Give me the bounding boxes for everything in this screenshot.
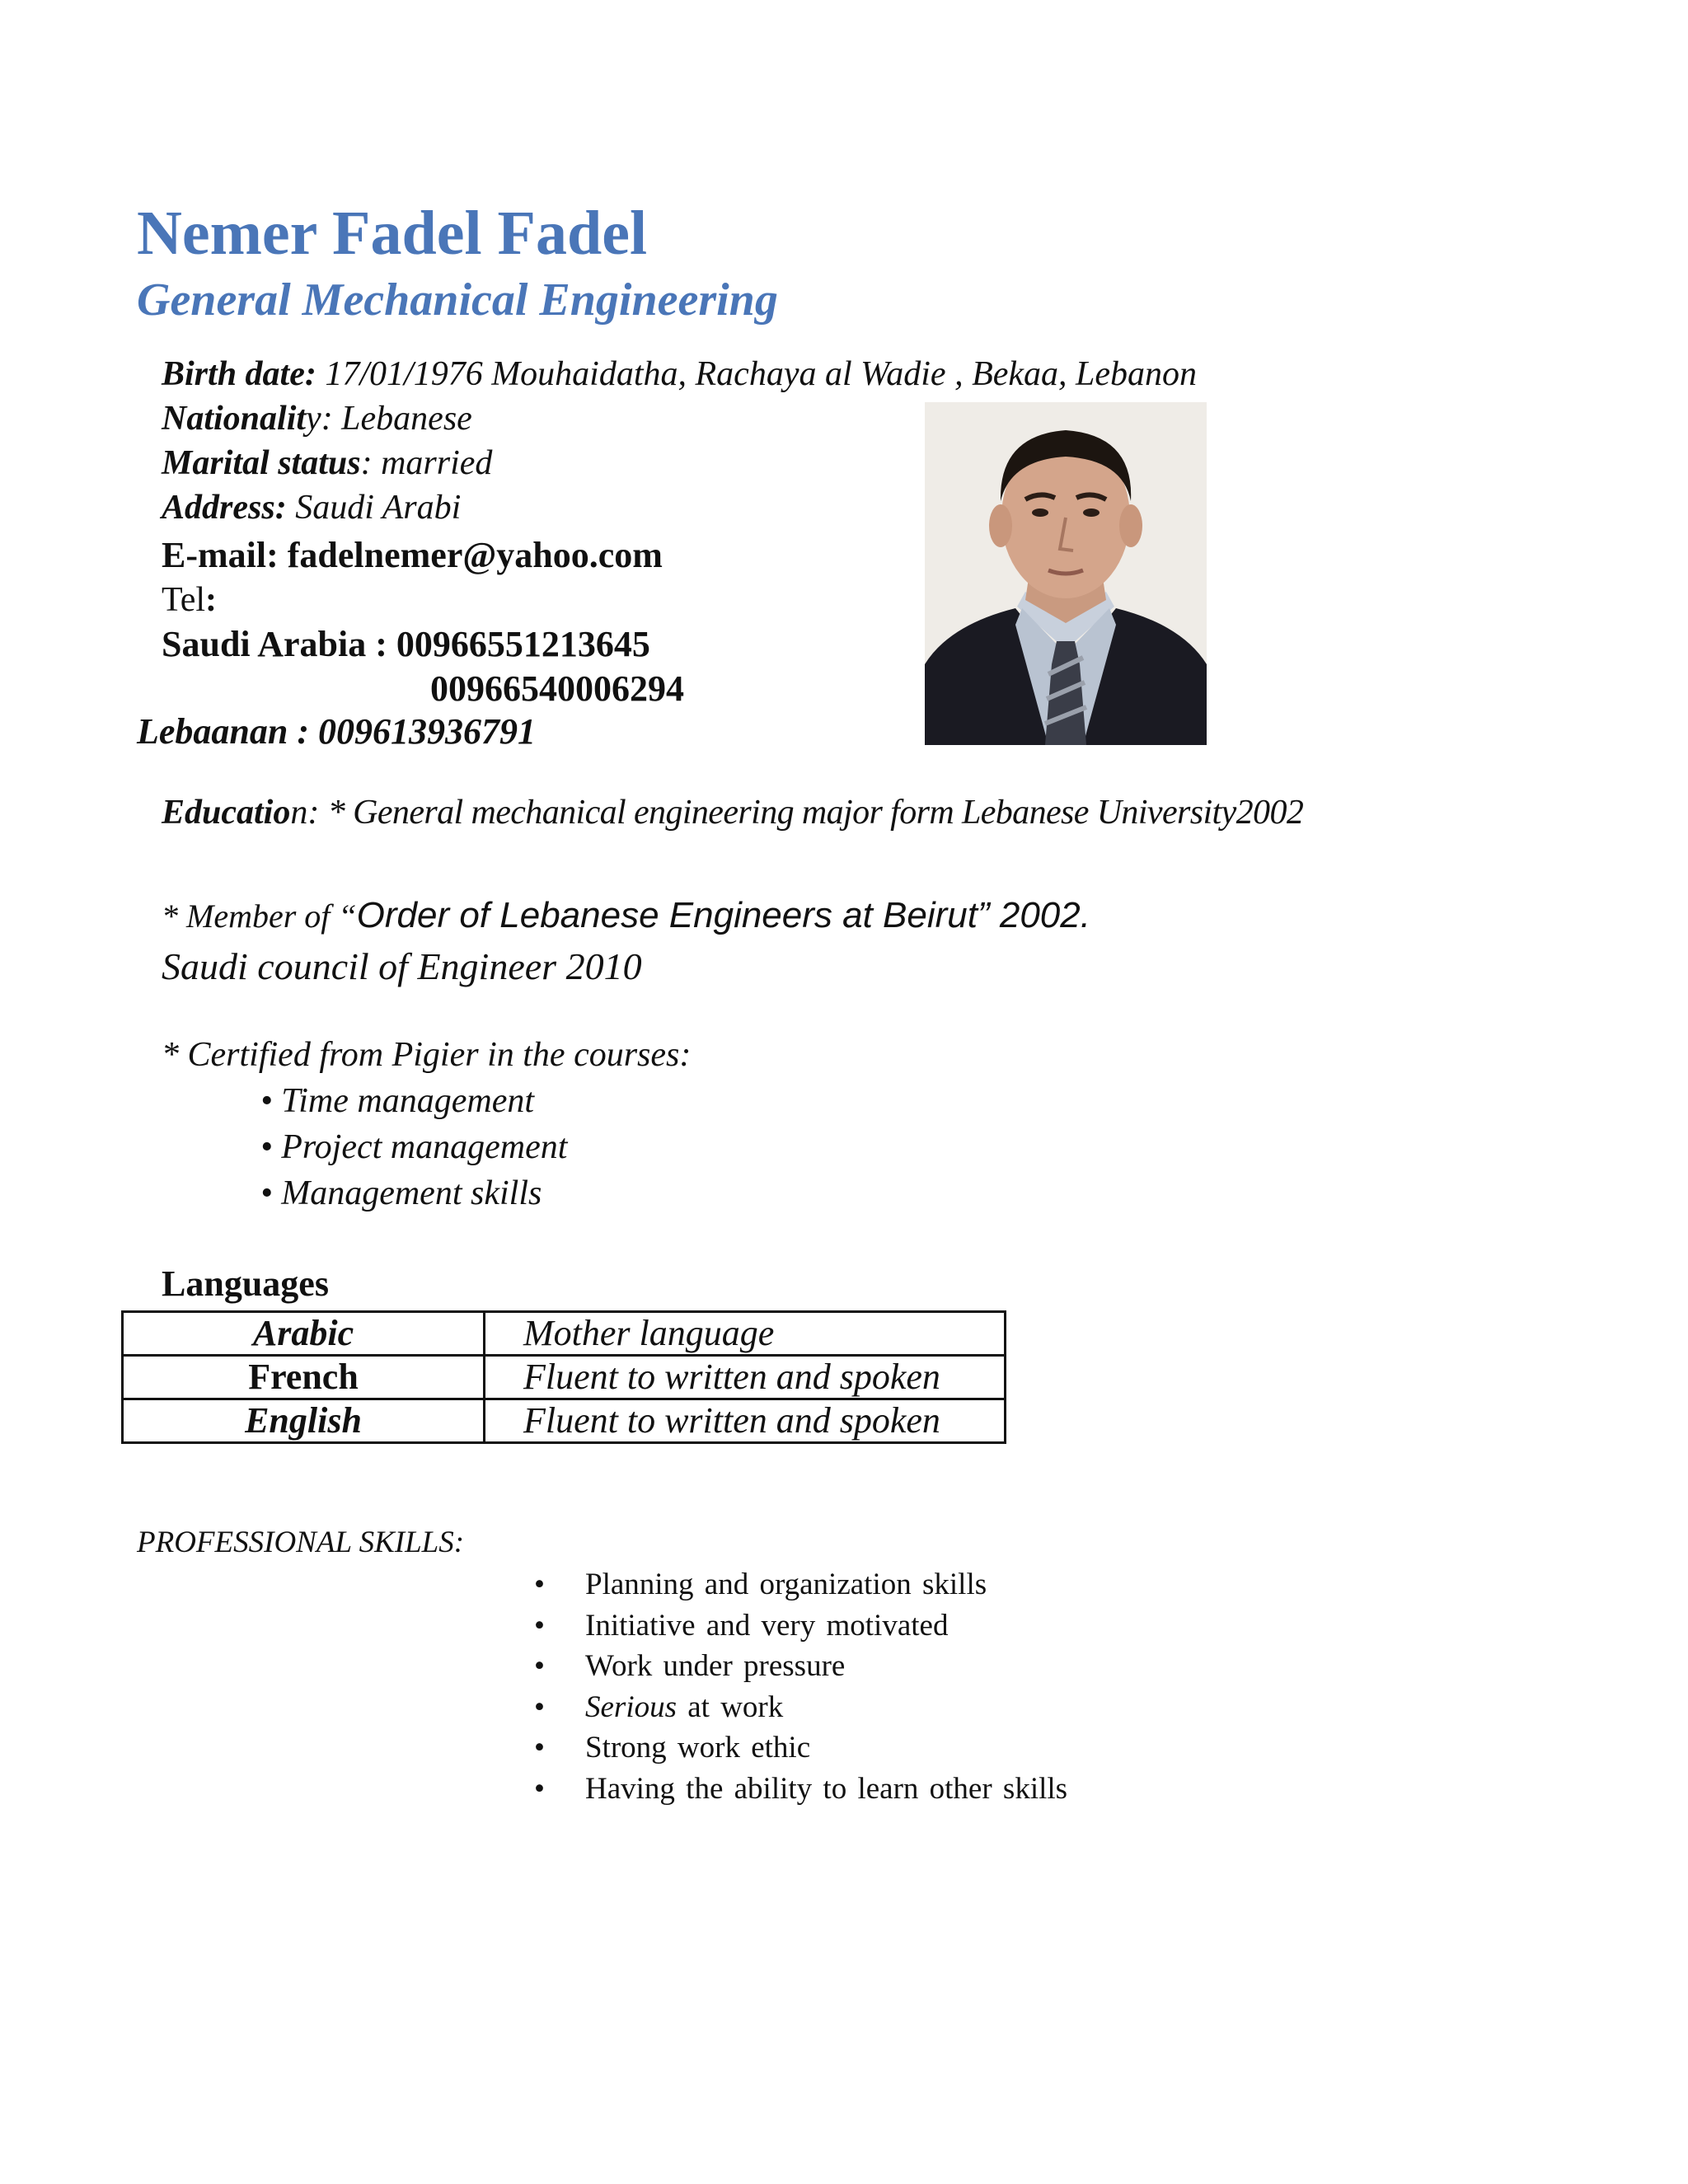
- address-value: Saudi Arabi: [286, 489, 462, 527]
- tel-line: [162, 580, 217, 620]
- tel-label: Tel: [162, 581, 206, 619]
- certified-line: * Certified from Pigier in the courses:: [162, 1036, 692, 1074]
- bullet-icon: •: [260, 1174, 273, 1212]
- marital-line: [162, 443, 492, 483]
- language-level: Mother language: [485, 1312, 1006, 1356]
- saudi-council-line: Saudi council of Engineer 2010: [162, 945, 642, 987]
- language-name: Arabic: [123, 1312, 485, 1356]
- list-item: [534, 1605, 1067, 1647]
- profile-photo: [925, 402, 1207, 745]
- language-name: French: [123, 1356, 485, 1399]
- course-label: Time management: [281, 1082, 535, 1120]
- address-label: Address:: [162, 489, 287, 527]
- professional-skills-heading: PROFESSIONAL SKILLS:: [137, 1526, 465, 1559]
- bullet-icon: •: [534, 1690, 545, 1724]
- bullet-icon: •: [260, 1082, 273, 1120]
- skills-list: [534, 1564, 1067, 1809]
- email-line: E-mail: fadelnemer@yahoo.com: [162, 535, 663, 575]
- table-row: [123, 1356, 1006, 1399]
- nationality-value: y: Lebanese: [306, 400, 472, 438]
- skill-text: at work: [677, 1690, 784, 1724]
- bullet-icon: •: [534, 1649, 545, 1683]
- languages-table: [121, 1310, 1006, 1444]
- course-label: Project management: [281, 1128, 568, 1166]
- list-item: [534, 1687, 1067, 1728]
- skill-text: Initiative and very motivated: [585, 1608, 949, 1643]
- education-line: [162, 793, 1303, 832]
- table-row: [123, 1399, 1006, 1443]
- lebanon-phone-line: Lebaanan : 009613936791: [137, 711, 536, 752]
- skill-text: Having the ability to learn other skills: [585, 1771, 1068, 1806]
- address-line: [162, 488, 461, 527]
- language-level: Fluent to written and spoken: [485, 1356, 1006, 1399]
- birth-date-value: 17/01/1976 Mouhaidatha, Rachaya al Wadie , Bekaa, Lebanon: [316, 355, 1198, 393]
- skill-text: Strong work ethic: [585, 1731, 811, 1765]
- list-item: [534, 1769, 1067, 1810]
- birth-date-line: [162, 354, 1197, 394]
- course-item: [260, 1127, 567, 1167]
- bullet-icon: •: [534, 1568, 545, 1601]
- skill-text: Planning and organization skills: [585, 1568, 987, 1601]
- marital-label: Marital status: [162, 444, 361, 482]
- membership-body: Order of Lebanese Engineers at Beirut” 2002.: [356, 895, 1090, 935]
- birth-date-label: Birth date:: [162, 355, 316, 393]
- skill-emphasis: Serious: [585, 1690, 677, 1724]
- course-label: Management skills: [281, 1174, 542, 1212]
- list-item: [534, 1646, 1067, 1687]
- nationality-label: Nationalit: [162, 400, 307, 438]
- nationality-line: [162, 399, 472, 438]
- candidate-name: Nemer Fadel Fadel: [137, 199, 648, 268]
- bullet-icon: •: [534, 1608, 545, 1643]
- bullet-icon: •: [260, 1128, 273, 1166]
- list-item: [534, 1727, 1067, 1769]
- bullet-icon: •: [534, 1731, 545, 1765]
- membership-line: [162, 895, 1090, 936]
- bullet-icon: •: [534, 1771, 545, 1806]
- education-label: Educatio: [162, 794, 291, 832]
- table-row: [123, 1312, 1006, 1356]
- saudi-phone-second: 00966540006294: [430, 668, 684, 709]
- marital-value: : married: [360, 444, 493, 482]
- portrait-image: [925, 402, 1207, 745]
- language-name: English: [123, 1399, 485, 1443]
- membership-prefix: * Member of “: [162, 898, 357, 935]
- language-level: Fluent to written and spoken: [485, 1399, 1006, 1443]
- profession-title: General Mechanical Engineering: [137, 274, 778, 326]
- course-item: [260, 1081, 534, 1121]
- education-label-rest: n:: [290, 794, 328, 832]
- tel-colon: :: [205, 581, 218, 619]
- list-item: [534, 1564, 1067, 1605]
- languages-heading: Languages: [162, 1263, 329, 1304]
- skill-text: Work under pressure: [585, 1649, 846, 1683]
- education-degree: * General mechanical engineering major form Lebanese University2002: [327, 794, 1304, 832]
- course-item: [260, 1174, 542, 1213]
- saudi-phone-line: Saudi Arabia : 00966551213645: [162, 624, 650, 664]
